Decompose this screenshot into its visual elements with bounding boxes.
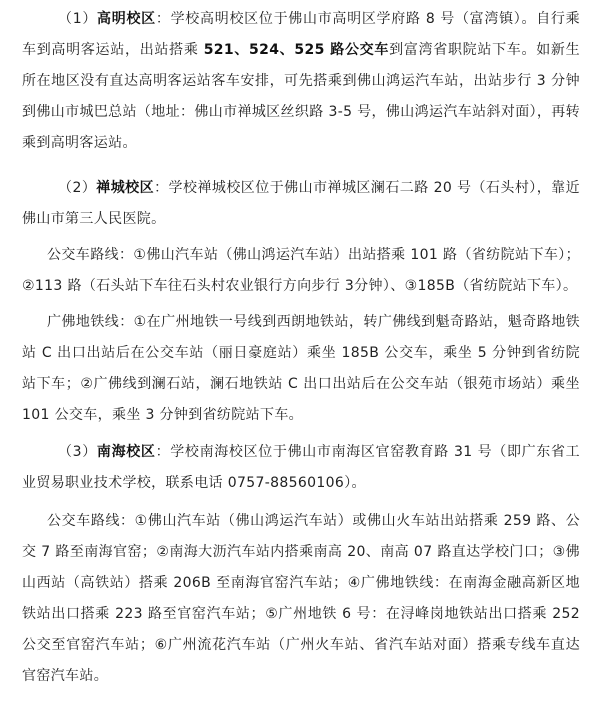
section-gaoming-bus-lines: 521、524、525 路公交车 (203, 42, 390, 58)
section-chancheng-title: 禅城校区 (96, 180, 155, 196)
section-nanhai-bus-routes: 公交车路线：①佛山汽车站（佛山鸿运汽车站）或佛山火车站出站搭乘 259 路、公交 7 路至南海官窑；②南海大沥汽车站内搭乘南高 20、南高 07 路直达学校门口；③佛山西站（高铁站）搭乘 206B 至南海官窑汽车站；④广佛地铁线：在南海金融高新区地铁站出口搭乘 223 路至官窑汽车站；⑤广州地铁 6 号：在浔峰岗地铁站出口搭乘 252 公交至官窑汽车站；⑥广州流花汽车站（广州火车站、省汽车站对面）搭乘专线车直达官窑汽车站。 (22, 513, 580, 684)
section-chancheng-bus-routes: 公交车路线：①佛山汽车站（佛山鸿运汽车站）出站搭乘 101 路（省纺院站下车）；②113 路（石头站下车往石头村农业银行方向步行 3分钟）、③185B（省纺院站下车）。 (22, 247, 580, 294)
section-chancheng-number: （2） (58, 180, 97, 196)
section-nanhai-title: 南海校区 (96, 444, 156, 460)
section-gaoming-title: 高明校区 (97, 11, 156, 27)
section-gaoming-number: （1） (58, 11, 98, 27)
section-gaoming-text-a: ：学校高明校区位于佛山市高明区学府路 8 号（富湾镇）。自行乘车到高明客运站，出站搭乘 (22, 11, 580, 58)
section-chancheng-metro-routes: 广佛地铁线：①在广州地铁一号线到西朗地铁站，转广佛线到魁奇路站，魁奇路地铁站 C 出口出站后在公交车站（丽日豪庭站）乘坐 185B 公交车，乘坐 5 分钟到省纺院站下车；②广佛线到澜石站，澜石地铁站 C 出口出站后在公交车站（银苑市场站）乘坐 101 公交车，乘坐 3 分钟到省纺院站下车。 (22, 314, 580, 423)
section-chancheng-text: ：学校禅城校区位于佛山市禅城区澜石二路 20 号（石头村），靠近佛山市第三人民医院。 (22, 180, 580, 227)
section-chancheng-paragraph (0, 173, 602, 235)
section-gaoming-text-b: 到富湾省职院站下车。如新生所在地区没有直达高明客运站客车安排，可先搭乘到佛山鸿运汽车站，出站步行 3 分钟到佛山市城巴总站（地址：佛山市禅城区丝织路 3-5 号，佛山鸿运汽车站斜对面），再转乘到高明客运站。 (22, 42, 580, 151)
section-nanhai-paragraph (0, 437, 602, 499)
section-nanhai-text: ：学校南海校区位于佛山市南海区官窑教育路 31 号（即广东省工业贸易职业技术学校，联系电话 0757-88560106）。 (22, 444, 580, 491)
section-gaoming-paragraph (0, 4, 602, 159)
section-nanhai-number: （3） (58, 444, 97, 460)
